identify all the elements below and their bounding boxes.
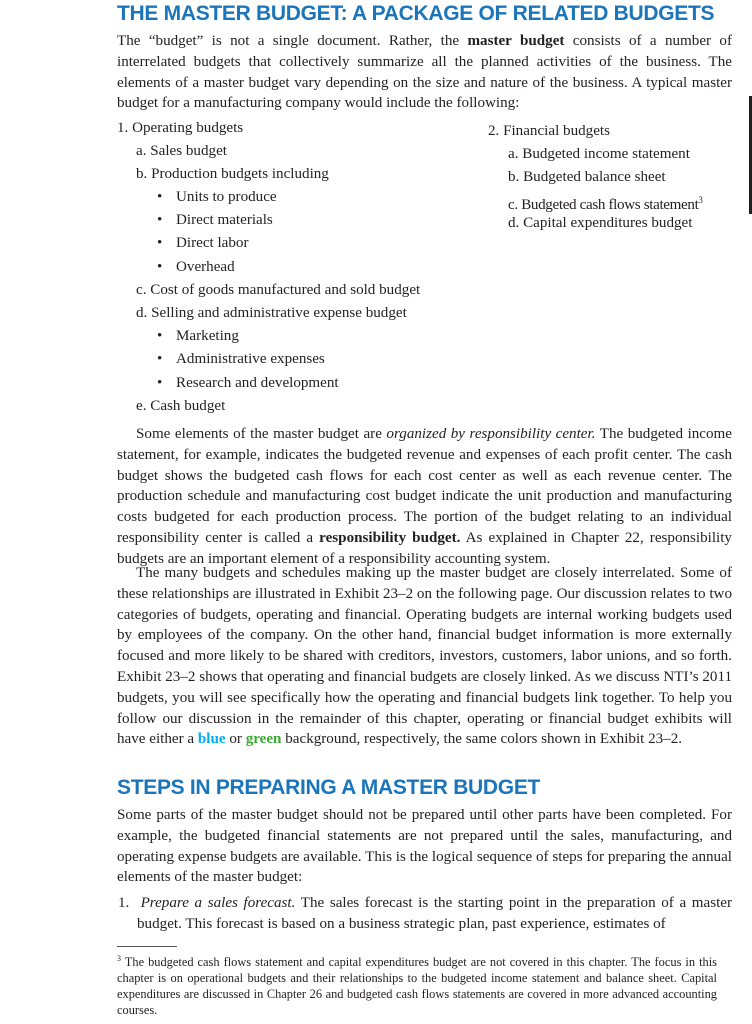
responsibility-budget-term: responsibility budget. (319, 529, 461, 546)
financial-item-b: b. Budgeted balance sheet (508, 169, 666, 185)
interrelated-paragraph (117, 563, 732, 750)
list-item: • Direct labor (176, 233, 249, 253)
operating-item-d: d. Selling and administrative expense budget (136, 305, 407, 321)
financial-item-c-label: c. Budgeted cash flows statement (508, 197, 699, 214)
blue-word: blue (197, 731, 226, 748)
financial-budgets-title: 2. Financial budgets (488, 123, 610, 139)
section-heading-master-budget: THE MASTER BUDGET: A PACKAGE OF RELATED BUDGETS (117, 2, 715, 25)
step-1-item (118, 893, 733, 935)
list-item: • Research and development (176, 373, 339, 393)
operating-item-e: e. Cash budget (136, 398, 226, 414)
financial-item-d: d. Capital expenditures budget (508, 215, 693, 231)
step-number: 1. (118, 895, 130, 911)
intro-text-cont: consists of a number of interrelated budgets that collectively summarize all the planned activities of the business. The elements of a master budget vary depending on the size and nature of the business. A typical master budget for a manufacturing company would include the following: (117, 33, 732, 112)
para-text-cont: The budgeted income statement, for example, indicates the budgeted revenue and expenses of each profit center. The cash budget shows the budgeted cash flows for each cost center as well as each revenue center. The production schedule and manufacturing cost budget indicate the unit production and manufacturing costs budgeted for each production process. The portion of the budget relating to an individual responsibility center is called a (117, 426, 732, 546)
list-item: • Administrative expenses (176, 349, 325, 369)
green-word: green (245, 731, 282, 748)
intro-paragraph (117, 31, 732, 114)
step-title: Prepare a sales forecast. (140, 895, 296, 911)
list-item: • Direct materials (176, 210, 273, 230)
operating-item-b: b. Production budgets including (136, 166, 329, 182)
footnote-divider (117, 946, 177, 947)
financial-item-a: a. Budgeted income statement (508, 146, 690, 162)
footnote-number: 3 (117, 954, 121, 963)
para-text-end: background, respectively, the same colors shown in Exhibit 23–2. (281, 731, 683, 748)
operating-budgets-title: 1. Operating budgets (117, 120, 244, 136)
intro-text: The “budget” is not a single document. Rather, the (117, 33, 468, 49)
para-text-end: As explained in Chapter 22, responsibility budgets are an important element of a responsibility accounting system. (117, 529, 732, 567)
list-item: • Units to produce (176, 187, 277, 207)
footnote (117, 951, 717, 1018)
para-text-cont: or (225, 731, 246, 748)
para-text: Some elements of the master budget are (136, 426, 387, 442)
steps-intro-paragraph: Some parts of the master budget should not be prepared until other parts have been completed. For example, the budgeted financial statements are not prepared until the sales, manufacturing, and operating expense budgets are available. This is the logical sequence of steps for preparing the annual elements of the master budget: (117, 807, 732, 886)
list-item: • Overhead (176, 257, 235, 277)
step-text: The sales forecast is the starting point in the preparation of a master budget. This forecast is based on a business strategic plan, past experience, estimates of (137, 895, 733, 932)
operating-item-a: a. Sales budget (136, 143, 227, 159)
responsibility-paragraph (117, 424, 732, 570)
para-italic: organized by responsibility center. (386, 426, 596, 442)
operating-item-c: c. Cost of goods manufactured and sold budget (136, 282, 421, 298)
master-budget-term: master budget (467, 33, 565, 49)
footnote-text: The budgeted cash flows statement and capital expenditures budget are not covered in this chapter. The focus in this chapter is on operational budgets and their relationships to the budgeted income statement and balance sheet. Capital expenditures are discussed in Chapter 26 and budgeted cash flows statements are covered in more advanced accounting courses. (117, 955, 717, 1018)
list-item: • Marketing (176, 326, 239, 346)
financial-item-c (508, 190, 703, 215)
para-text: The many budgets and schedules making up the master budget are closely interrelated. Some of these relationships are illustrated in Exhibit 23–2 on the following page. Our discussion relates to two categories of budgets, operating and financial. Operating budgets are internal working budgets used by employees of the company. On the other hand, financial budget information is more externally focused and more likely to be shared with creditors, investors, customers, labor unions, and so forth. Exhibit 23–2 shows that operating and financial budgets are closely linked. As we discuss NTI’s 2011 budgets, you will see specifically how the operating and financial budgets link together. To help you follow our discussion in the remainder of this chapter, operating or financial budget exhibits will have either a (117, 565, 732, 748)
section-heading-steps: STEPS IN PREPARING A MASTER BUDGET (117, 776, 541, 799)
footnote-ref: 3 (698, 195, 703, 205)
